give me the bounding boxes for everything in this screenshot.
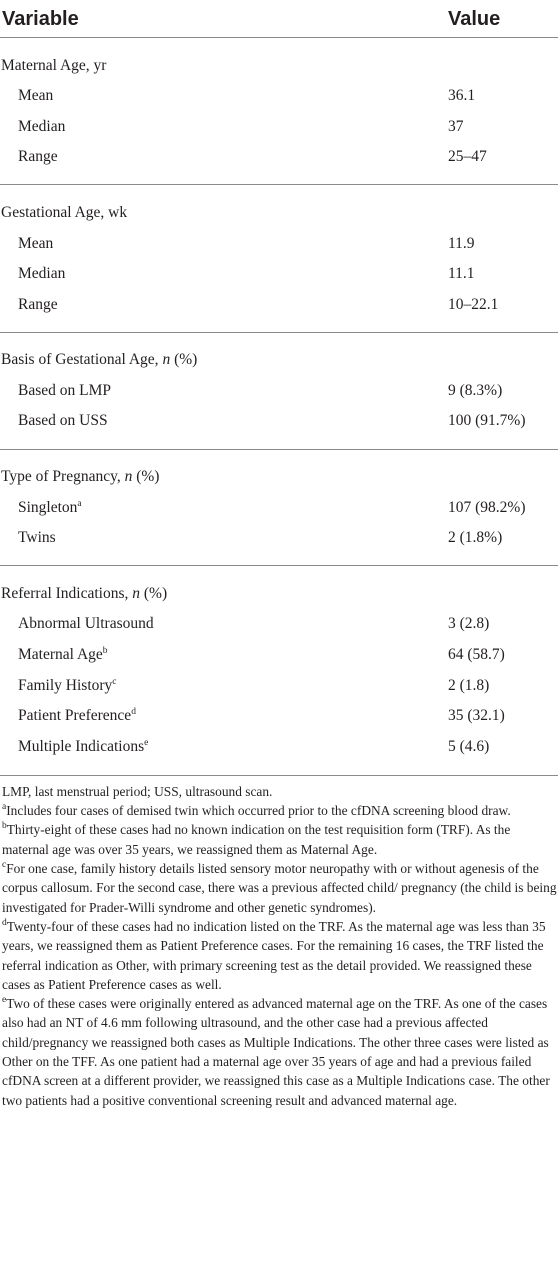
row-label-cell [0, 111, 447, 142]
row-label-cell [0, 640, 447, 671]
footnote-text: Thirty-eight of these cases had no known indication on the test requisition form (TRF). As the maternal age was over 35 years, we reassigned them as Maternal Age. [2, 822, 511, 857]
footnote-mark: c [2, 860, 7, 871]
row-label: Mean [18, 87, 54, 105]
table-row [0, 670, 558, 701]
footnote-mark: e [2, 995, 7, 1006]
table-row [0, 228, 558, 259]
footnote-marker: a [77, 498, 82, 509]
table-body [0, 38, 558, 776]
section-end [0, 320, 558, 333]
section-title-text: Gestational Age, wk [1, 203, 128, 221]
row-value: 64 (58.7) [448, 646, 505, 664]
row-label: Range [18, 148, 58, 166]
section-spacer [0, 185, 558, 197]
footnote [2, 801, 557, 820]
section-title-italic: n [162, 351, 171, 369]
footnote-text: Includes four cases of demised twin which occurred prior to the cfDNA screening blood draw. [6, 803, 511, 819]
section-title [0, 578, 558, 609]
table-row [0, 701, 558, 732]
section-title [0, 197, 558, 228]
row-value: 107 (98.2%) [448, 498, 526, 516]
footnote [2, 859, 557, 917]
row-value: 35 (32.1) [448, 707, 505, 725]
row-label-cell [0, 701, 447, 732]
row-value: 3 (2.8) [448, 615, 490, 633]
section-title-text: Basis of Gestational Age, [1, 351, 163, 369]
row-label: Family History [18, 676, 113, 694]
section-end [0, 172, 558, 185]
section-title-tail: (%) [170, 351, 198, 369]
section-title [0, 462, 558, 493]
row-label-cell [0, 259, 447, 290]
table-row [0, 289, 558, 320]
section-spacer [0, 38, 558, 51]
section-title-text: Maternal Age, yr [1, 56, 107, 74]
row-label-cell [0, 609, 447, 640]
section-title [0, 345, 558, 376]
row-value: 5 (4.6) [448, 737, 490, 755]
row-label: Multiple Indications [18, 737, 145, 755]
section-title-italic: n [132, 584, 141, 602]
row-label: Based on LMP [18, 381, 111, 399]
section-header-row [0, 50, 558, 81]
section-title-text: Type of Pregnancy, [1, 468, 125, 486]
row-label: Maternal Age [18, 646, 103, 664]
footnote-marker: c [112, 676, 117, 687]
row-label: Twins [18, 529, 56, 547]
footnote-marker: d [131, 707, 136, 718]
footnote-text: For one case, family history details listed sensory motor neuropathy with or without agenesis of the corpus callosum. For the second case, there was a previous affected child/ pregnancy (the child is being investigated for Prader-Willi syndrome and other genetic syndromes). [2, 861, 557, 915]
section-header-row [0, 578, 558, 609]
footnote-text: Two of these cases were originally entered as advanced maternal age on the TRF. As one of the cases also had an NT of 4.6 mm following ultrasound, and the other case had a previous affected child/pregnancy we reassigned both cases as Multiple Indications. The other three cases were listed as Other on the TFF. As one patient had a maternal age over 35 years of age and had a previous failed cfDNA screen at a different provider, we reassigned this case as a Multiple Indications case. The other two patients had a positive conventional screening result and advanced maternal age. [2, 996, 550, 1108]
row-value: 2 (1.8) [448, 676, 490, 694]
section-spacer [0, 566, 558, 578]
row-value: 10–22.1 [448, 295, 499, 313]
footnote-text: LMP, last menstrual period; USS, ultrasound scan. [2, 783, 273, 799]
footnote [2, 917, 557, 994]
table-row [0, 406, 558, 437]
table-header-row [0, 0, 558, 38]
row-label-cell [0, 375, 447, 406]
footnote [2, 820, 557, 859]
table-row [0, 609, 558, 640]
table-row [0, 523, 558, 554]
header-variable: Variable [0, 0, 447, 38]
row-value: 36.1 [448, 87, 476, 105]
footnote [2, 782, 557, 801]
row-value: 37 [448, 117, 464, 135]
section-end [0, 762, 558, 776]
table-footnotes [0, 776, 558, 1110]
section-spacer [0, 333, 558, 345]
footnote [2, 994, 557, 1110]
row-value: 25–47 [448, 148, 487, 166]
table-row [0, 731, 558, 762]
section-title-text: Referral Indications, [1, 584, 133, 602]
row-label-cell [0, 406, 447, 437]
table-row [0, 492, 558, 523]
section-title-tail: (%) [132, 468, 160, 486]
row-label-cell [0, 492, 447, 523]
row-label: Patient Preference [18, 707, 132, 725]
table-row [0, 142, 558, 173]
row-label: Median [18, 265, 66, 283]
footnote-mark: b [2, 821, 7, 832]
row-label: Median [18, 117, 66, 135]
footnote-mark: d [2, 917, 7, 928]
section-end [0, 437, 558, 450]
row-label: Mean [18, 234, 54, 252]
section-title-tail: (%) [140, 584, 168, 602]
row-label: Range [18, 295, 58, 313]
header-value: Value [447, 0, 558, 38]
section-end [0, 553, 558, 566]
row-value: 2 (1.8%) [448, 529, 503, 547]
row-value: 100 (91.7%) [448, 412, 526, 430]
table-row [0, 111, 558, 142]
row-label-cell [0, 670, 447, 701]
footnote-marker: b [102, 646, 108, 657]
section-header-row [0, 462, 558, 493]
section-title [0, 50, 558, 81]
row-label-cell [0, 523, 447, 554]
table-row [0, 259, 558, 290]
row-label: Based on USS [18, 412, 108, 430]
row-label: Abnormal Ultrasound [18, 615, 154, 633]
section-header-row [0, 197, 558, 228]
row-label-cell [0, 81, 447, 112]
row-label-cell [0, 142, 447, 173]
section-title-italic: n [124, 468, 133, 486]
table-row [0, 640, 558, 671]
row-label: Singleton [18, 498, 78, 516]
table-row [0, 375, 558, 406]
row-value: 9 (8.3%) [448, 381, 503, 399]
row-value: 11.1 [448, 265, 475, 283]
footnote-mark: a [2, 802, 7, 813]
section-header-row [0, 345, 558, 376]
row-label-cell [0, 731, 447, 762]
section-spacer [0, 450, 558, 462]
table-row [0, 81, 558, 112]
footnote-text: Twenty-four of these cases had no indication listed on the TRF. As the maternal age was less than 35 years, we reassigned them as Patient Preference cases. For the remaining 16 cases, the TRF listed the referral indication as Other, with primary screening test as the detail provided. We reassigned these cases as Patient Preference cases as well. [2, 918, 546, 992]
footnote-marker: e [144, 737, 149, 748]
row-label-cell [0, 289, 447, 320]
row-value: 11.9 [448, 234, 475, 252]
row-label-cell [0, 228, 447, 259]
